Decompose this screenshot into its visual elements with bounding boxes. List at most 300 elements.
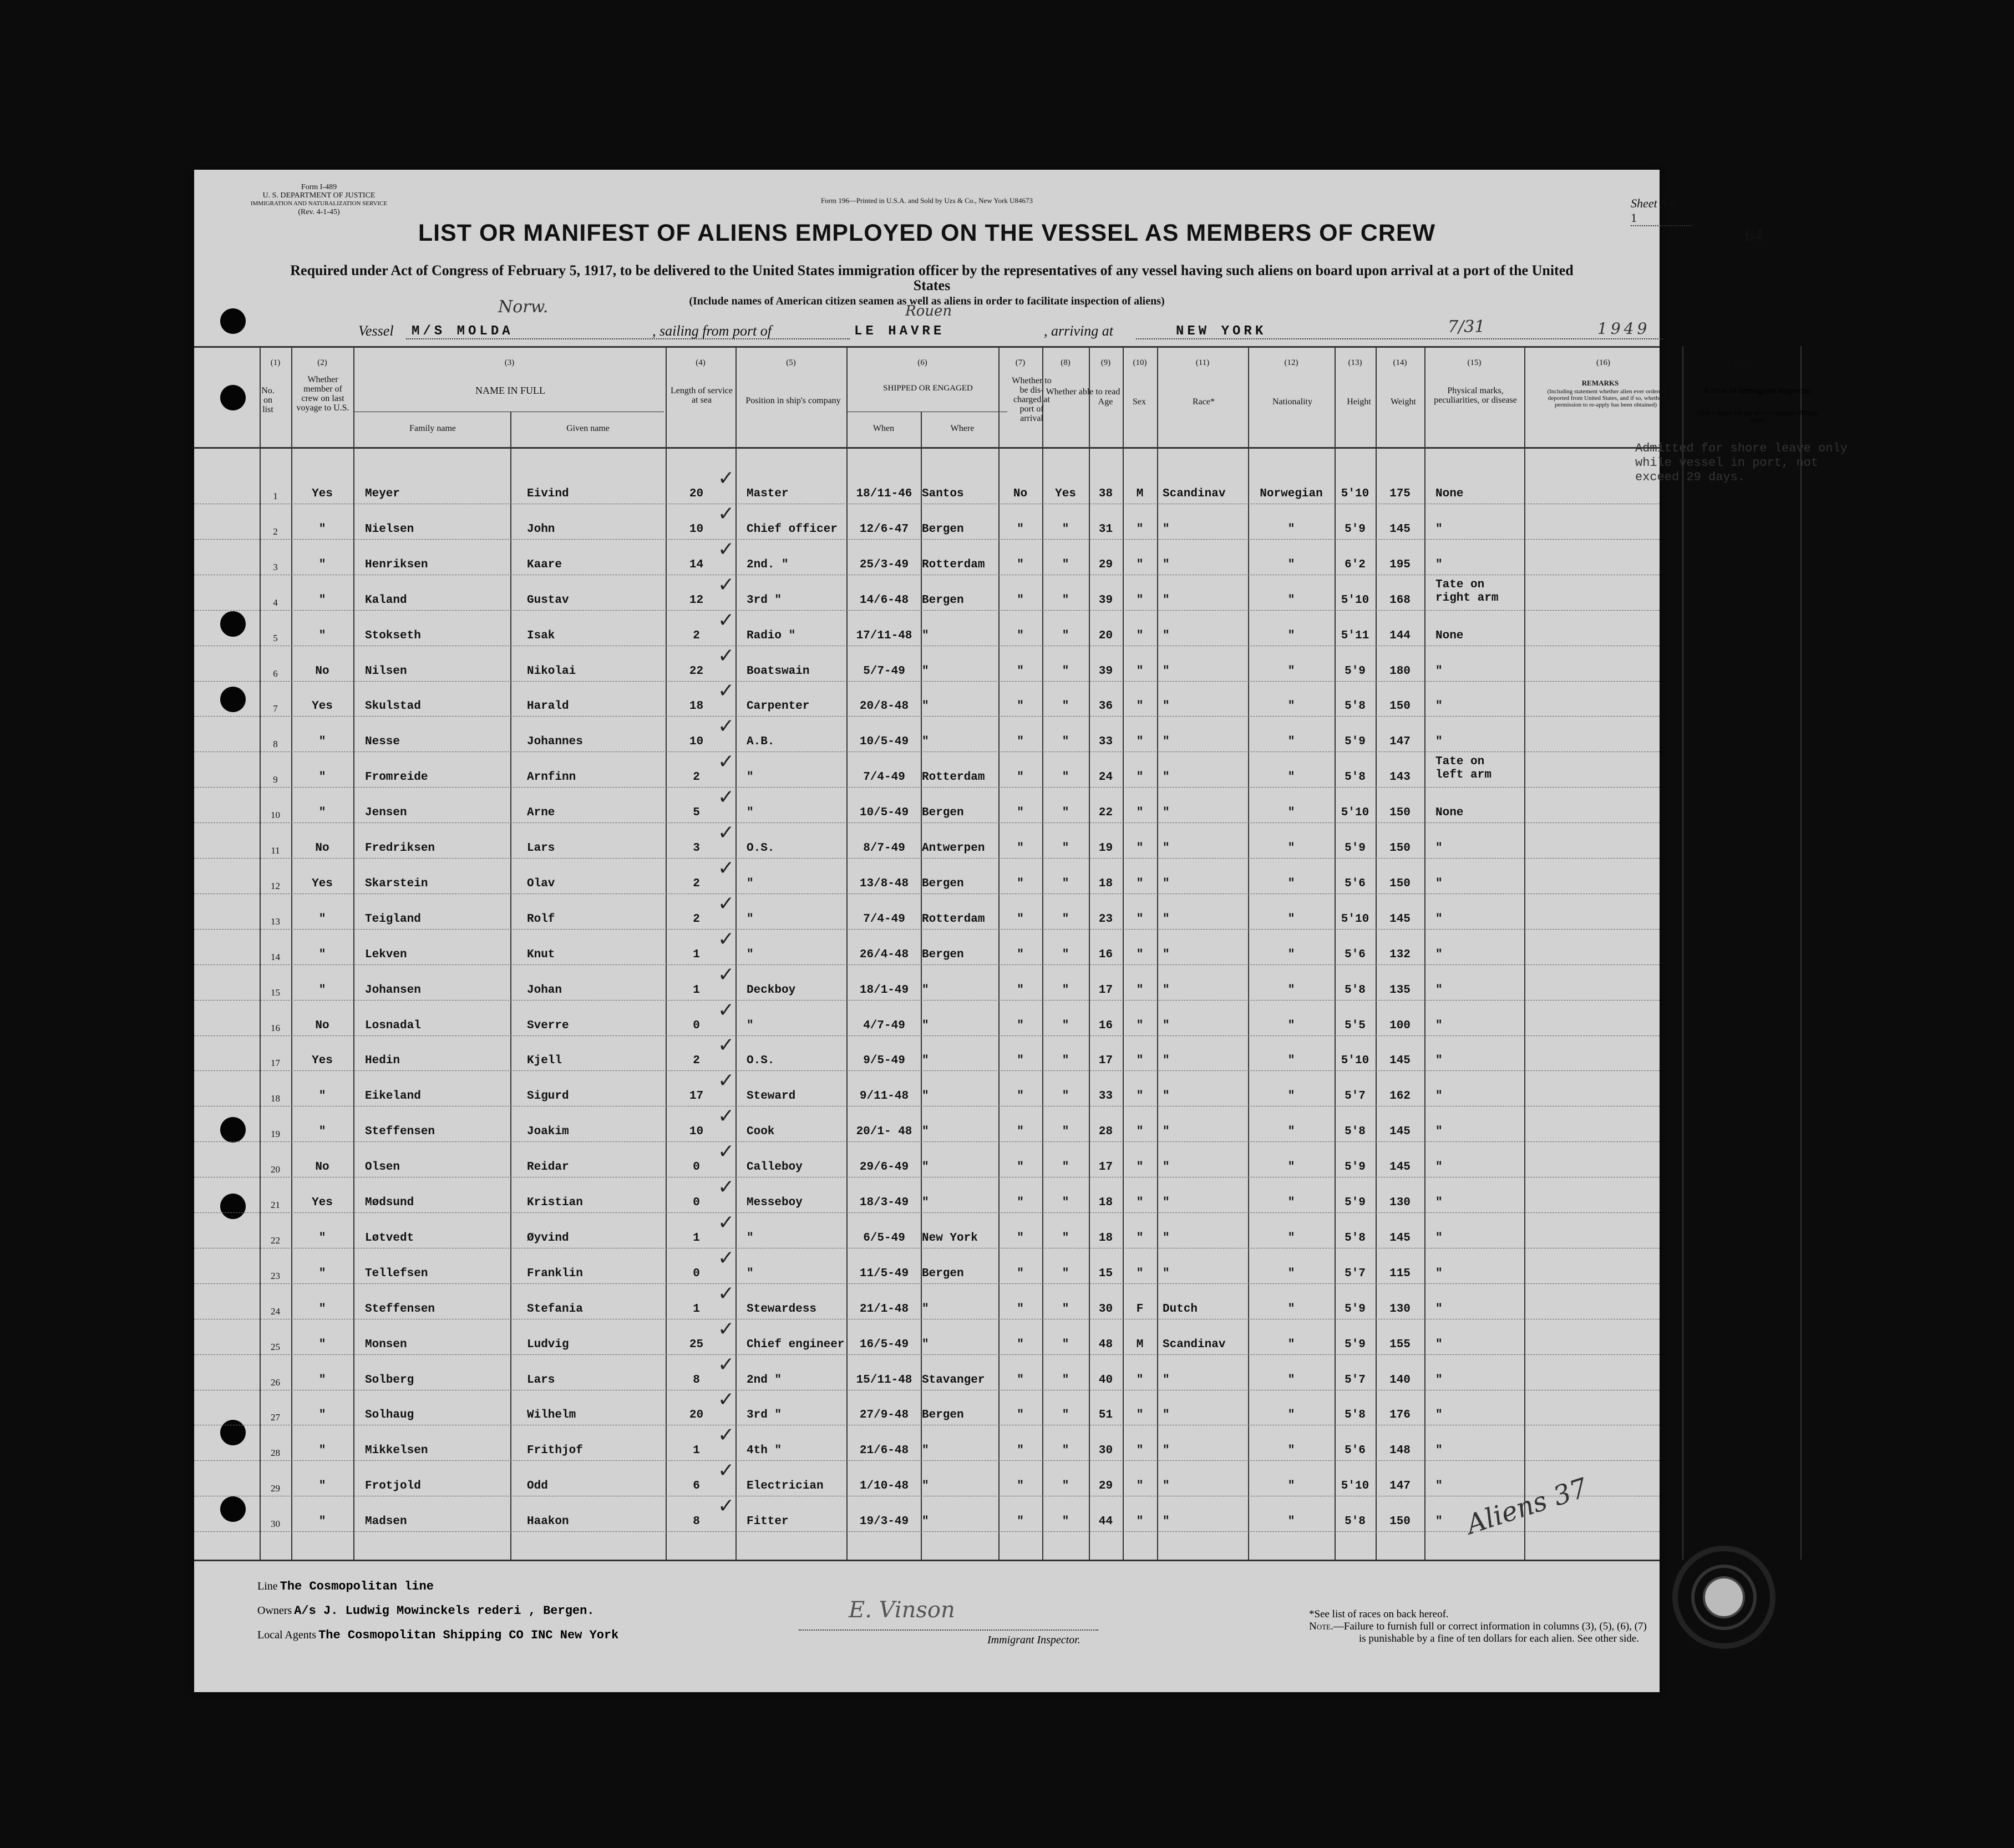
form-id: Form I-489 <box>301 183 337 191</box>
cell-read: " <box>1062 842 1069 855</box>
cell-nat: " <box>1287 1373 1295 1387</box>
cell-last: " <box>318 1409 326 1422</box>
punch-hole <box>220 1420 246 1445</box>
cell-svc: 22 <box>689 664 704 678</box>
cell-where: New York <box>922 1231 978 1245</box>
cell-where: Bergen <box>922 522 964 536</box>
cell-where: " <box>922 983 929 997</box>
cell-nat: " <box>1287 1231 1295 1245</box>
inspector-label: Immigrant Inspector. <box>987 1634 1080 1646</box>
cell-family: Henriksen <box>365 558 428 571</box>
checkmark-icon: ✓ <box>718 1211 735 1234</box>
header-given-name: Given name <box>566 424 610 433</box>
cell-when: 14/6-48 <box>859 593 909 607</box>
column-number: (12) <box>1284 358 1298 367</box>
cell-svc: 10 <box>689 522 704 536</box>
cell-no: 21 <box>271 1200 280 1210</box>
cell-when: 6/5-49 <box>863 1231 905 1245</box>
column-number: (16) <box>1596 358 1610 367</box>
cell-family: Monsen <box>365 1338 407 1351</box>
cell-sex: " <box>1136 593 1144 607</box>
header-physical-marks: Physical marks, peculiarities, or disease <box>1434 386 1517 405</box>
cell-nat: " <box>1287 558 1295 571</box>
column-number: (10) <box>1133 358 1147 367</box>
cell-no: 2 <box>273 526 278 537</box>
cell-pos: A.B. <box>747 735 775 749</box>
cell-read: " <box>1062 1515 1069 1529</box>
cell-svc: 6 <box>693 1480 700 1493</box>
checkmark-icon: ✓ <box>718 1034 735 1057</box>
cell-where: Bergen <box>922 948 964 961</box>
cell-svc: 1 <box>693 1231 700 1245</box>
cell-when: 25/3-49 <box>859 558 909 571</box>
checkmark-icon: ✓ <box>718 1388 735 1412</box>
cell-read: " <box>1062 1090 1069 1103</box>
cell-last: " <box>318 629 326 642</box>
cell-ht: 5'9 <box>1345 1161 1366 1174</box>
cell-read: " <box>1062 558 1069 571</box>
header-age: Age <box>1098 397 1113 407</box>
cell-nat: " <box>1287 948 1295 961</box>
cell-last: Yes <box>312 1054 333 1068</box>
cell-last: " <box>318 1480 326 1493</box>
checkmark-icon: ✓ <box>718 467 735 490</box>
cell-when: 26/4-48 <box>859 948 909 961</box>
cell-age: 19 <box>1098 842 1113 855</box>
note-text: —Failure to furnish full or correct information in columns (3), (5), (6), (7) <box>1333 1621 1647 1632</box>
cell-race: " <box>1163 948 1170 961</box>
column-number: (14) <box>1393 358 1407 367</box>
cell-dis: " <box>1017 1231 1024 1245</box>
cell-phys: None <box>1435 629 1464 642</box>
cell-given: Arne <box>527 806 555 820</box>
cell-nat: " <box>1287 735 1295 749</box>
cell-read: " <box>1062 1196 1069 1209</box>
note-text-2: is punishable by a fine of ten dollars for each alien. See other side. <box>1359 1633 1639 1644</box>
cell-given: Isak <box>527 629 555 642</box>
cell-last: " <box>318 1231 326 1245</box>
cell-read: " <box>1062 1267 1069 1280</box>
cell-race: " <box>1163 1054 1170 1068</box>
checkmark-icon: ✓ <box>718 1459 735 1483</box>
arriving-label: , arriving at <box>1044 323 1113 339</box>
cell-sex: " <box>1136 664 1144 678</box>
cell-race: " <box>1163 1161 1170 1174</box>
cell-where: " <box>922 1515 929 1529</box>
cell-race: " <box>1163 771 1170 784</box>
checkmark-icon: ✓ <box>718 1353 735 1376</box>
cell-nat: " <box>1287 1161 1295 1174</box>
cell-sex: " <box>1136 1054 1144 1068</box>
cell-where: " <box>922 1302 929 1316</box>
cell-race: " <box>1163 593 1170 607</box>
arrival-year: 1949 <box>1597 319 1651 338</box>
cell-sex: " <box>1136 1267 1144 1280</box>
cell-ht: 5'11 <box>1341 629 1369 642</box>
cell-phys: " <box>1435 735 1443 749</box>
cell-when: 27/9-48 <box>859 1409 909 1422</box>
cell-race: Scandinav <box>1163 1338 1226 1351</box>
cell-svc: 1 <box>693 1444 700 1458</box>
cell-read: " <box>1062 664 1069 678</box>
cell-family: Frotjold <box>365 1480 421 1493</box>
cell-pos: Calleboy <box>747 1161 803 1174</box>
cell-pos: " <box>747 1267 754 1280</box>
cell-svc: 1 <box>693 948 700 961</box>
cell-wt: 145 <box>1389 1125 1411 1139</box>
cell-dis: " <box>1017 1125 1024 1139</box>
cell-no: 3 <box>273 561 278 572</box>
cell-race: " <box>1163 1515 1170 1529</box>
cell-pos: O.S. <box>747 1054 775 1068</box>
cell-where: " <box>922 1019 929 1032</box>
cell-when: 11/5-49 <box>859 1267 909 1280</box>
cell-where: Antwerpen <box>922 842 985 855</box>
cell-no: 12 <box>271 880 280 891</box>
cell-when: 15/11-48 <box>856 1373 912 1387</box>
cell-race: Scandinav <box>1163 488 1226 500</box>
cell-dis: " <box>1017 1196 1024 1209</box>
cell-ht: 5'6 <box>1345 877 1366 890</box>
cell-no: 13 <box>271 916 280 927</box>
cell-family: Nesse <box>365 735 400 749</box>
cell-ht: 5'8 <box>1345 700 1366 713</box>
cell-age: 31 <box>1098 522 1113 536</box>
cell-where: Santos <box>922 488 964 500</box>
cell-phys: Tate on <box>1435 755 1485 769</box>
cell-where: Rotterdam <box>922 558 985 571</box>
cell-svc: 3 <box>693 842 700 855</box>
cell-where: Bergen <box>922 877 964 890</box>
cell-phys: " <box>1435 522 1443 536</box>
cell-last: Yes <box>312 488 333 500</box>
arrival-date: 7/31 <box>1448 317 1485 337</box>
cell-race: " <box>1163 1090 1170 1103</box>
remarks-stamp: Admitted for shore leave only while vessel in port, not exceed 29 days. <box>1635 441 1848 484</box>
cell-given: Lars <box>527 1373 555 1387</box>
cell-where: " <box>922 1125 929 1139</box>
cell-where: " <box>922 1196 929 1209</box>
agency-service: IMMIGRATION AND NATURALIZATION SERVICE <box>250 200 388 207</box>
cell-when: 17/11-48 <box>856 629 912 642</box>
checkmark-icon: ✓ <box>718 679 735 703</box>
cell-given: Rolf <box>527 912 555 926</box>
cell-nat: " <box>1287 1267 1295 1280</box>
cell-phys: " <box>1435 1019 1443 1032</box>
cell-dis: " <box>1017 522 1024 536</box>
punch-hole <box>220 308 246 334</box>
cell-dis: " <box>1017 664 1024 678</box>
vessel-handwritten: Norw. <box>498 297 549 317</box>
cell-last: No <box>315 664 329 678</box>
cell-when: 8/7-49 <box>863 842 905 855</box>
checkmark-icon: ✓ <box>718 573 735 596</box>
cell-no: 23 <box>271 1270 280 1281</box>
cell-sex: " <box>1136 912 1144 926</box>
cell-age: 18 <box>1098 1231 1113 1245</box>
cell-svc: 14 <box>689 558 704 571</box>
cell-phys: " <box>1435 1196 1443 1209</box>
cell-dis: " <box>1017 1515 1024 1529</box>
row-rule <box>194 858 1660 859</box>
header-family-name: Family name <box>409 424 456 433</box>
cell-wt: 115 <box>1389 1267 1411 1280</box>
cell-last: No <box>315 1019 329 1032</box>
cell-given: Harald <box>527 700 569 713</box>
cell-family: Meyer <box>365 488 400 500</box>
cell-wt: 145 <box>1389 1054 1411 1068</box>
cell-wt: 130 <box>1389 1196 1411 1209</box>
cell-svc: 2 <box>693 771 700 784</box>
cell-no: 1 <box>273 491 278 501</box>
cell-wt: 144 <box>1389 629 1411 642</box>
row-rule <box>194 787 1660 788</box>
cell-svc: 2 <box>693 877 700 890</box>
cell-given: Ludvig <box>527 1338 569 1351</box>
cell-no: 28 <box>271 1448 280 1459</box>
cell-dis: " <box>1017 735 1024 749</box>
cell-where: " <box>922 1480 929 1493</box>
cell-svc: 8 <box>693 1515 700 1529</box>
checkmark-icon: ✓ <box>718 1495 735 1518</box>
cell-pos: Boatswain <box>747 664 810 678</box>
cell-dis: " <box>1017 1019 1024 1032</box>
cell-no: 11 <box>271 845 280 856</box>
cell-where: Rotterdam <box>922 912 985 926</box>
checkmark-icon: ✓ <box>718 927 735 951</box>
cell-nat: " <box>1287 1480 1295 1493</box>
cell-pos: Chief engineer <box>747 1338 845 1351</box>
manifest-subtitle: Required under Act of Congress of February 5, 1917, to be delivered to the United States immigration officer by the representatives of any vessel having such aliens on board upon arrival at a port of the United States <box>290 262 1574 293</box>
cell-phys: " <box>1435 1409 1443 1422</box>
cell-read: " <box>1062 522 1069 536</box>
cell-read: " <box>1062 1338 1069 1351</box>
cell-svc: 10 <box>689 735 704 749</box>
cell-when: 5/7-49 <box>863 664 905 678</box>
cell-given: Frithjof <box>527 1444 583 1458</box>
cell-ht: 5'8 <box>1345 983 1366 997</box>
cell-age: 29 <box>1098 558 1113 571</box>
cell-when: 9/11-48 <box>859 1090 909 1103</box>
cell-phys: " <box>1435 1338 1443 1351</box>
cell-last: " <box>318 806 326 820</box>
cell-last: " <box>318 983 326 997</box>
cell-where: " <box>922 1338 929 1351</box>
cell-svc: 12 <box>689 593 704 607</box>
checkmark-icon: ✓ <box>718 1246 735 1270</box>
cell-given: Sverre <box>527 1019 569 1032</box>
row-rule <box>194 1212 1660 1213</box>
cell-dis: " <box>1017 1338 1024 1351</box>
cell-nat: " <box>1287 1515 1295 1529</box>
cell-family: Madsen <box>365 1515 407 1529</box>
row-rule <box>194 964 1660 965</box>
header-race: Race* <box>1193 397 1215 407</box>
cell-pos: O.S. <box>747 842 775 855</box>
checkmark-icon: ✓ <box>718 856 735 880</box>
cell-read: " <box>1062 1302 1069 1316</box>
cell-read: " <box>1062 877 1069 890</box>
cell-pos: 2nd " <box>747 1373 782 1387</box>
cell-nat: " <box>1287 1444 1295 1458</box>
vessel-label: Vessel <box>358 323 394 339</box>
cell-age: 15 <box>1098 1267 1113 1280</box>
cell-family: Lekven <box>365 948 407 961</box>
cell-given: Nikolai <box>527 664 576 678</box>
sailing-label: , sailing from port of <box>652 323 772 339</box>
cell-read: " <box>1062 735 1069 749</box>
cell-svc: 1 <box>693 1302 700 1316</box>
agents-value: The Cosmopolitan Shipping CO INC New York <box>318 1628 619 1642</box>
cell-phys: " <box>1435 842 1443 855</box>
cell-nat: " <box>1287 771 1295 784</box>
header-weight: Weight <box>1391 397 1416 407</box>
owners-label: Owners <box>257 1605 292 1617</box>
cell-wt: 155 <box>1389 1338 1411 1351</box>
owners-value: A/s J. Ludwig Mowinckels rederi , Bergen. <box>294 1604 595 1618</box>
cell-phys: " <box>1435 877 1443 890</box>
cell-last: " <box>318 522 326 536</box>
cell-pos: " <box>747 912 754 926</box>
cell-pos: 3rd " <box>747 1409 782 1422</box>
cell-race: " <box>1163 1125 1170 1139</box>
cell-wt: 175 <box>1389 488 1411 500</box>
header-action-sub: (This column for use of Government officials only) <box>1696 409 1818 424</box>
cell-svc: 8 <box>693 1373 700 1387</box>
cell-age: 17 <box>1098 1161 1113 1174</box>
checkmark-icon: ✓ <box>718 821 735 844</box>
cell-dis: " <box>1017 912 1024 926</box>
cell-when: 1/10-48 <box>859 1480 909 1493</box>
cell-ht: 5'5 <box>1345 1019 1366 1032</box>
cell-age: 23 <box>1098 912 1113 926</box>
column-number: (6) <box>917 358 927 367</box>
cell-no: 10 <box>271 810 280 821</box>
cell-ht: 5'9 <box>1345 522 1366 536</box>
cell-race: " <box>1163 842 1170 855</box>
cell-wt: 147 <box>1389 735 1411 749</box>
cell-when: 7/4-49 <box>863 912 905 926</box>
cell-phys: " <box>1435 1090 1443 1103</box>
cell-given: Odd <box>527 1480 548 1493</box>
cell-given: Wilhelm <box>527 1409 576 1422</box>
cell-sex: " <box>1136 558 1144 571</box>
cell-where: " <box>922 629 929 642</box>
cell-phys: " <box>1435 983 1443 997</box>
cell-no: 26 <box>271 1377 280 1388</box>
cell-pos: Radio " <box>747 629 796 642</box>
cell-dis: " <box>1017 806 1024 820</box>
cell-wt: 145 <box>1389 1161 1411 1174</box>
cell-nat: " <box>1287 877 1295 890</box>
cell-age: 48 <box>1098 1338 1113 1351</box>
header-discharged: Whether to be dis-charged at port of arrival <box>1012 376 1052 423</box>
column-divider <box>666 346 667 1560</box>
cell-age: 30 <box>1098 1302 1113 1316</box>
cell-family: Tellefsen <box>365 1267 428 1280</box>
checkmark-icon: ✓ <box>718 1317 735 1341</box>
header-name-in-full: NAME IN FULL <box>475 385 545 396</box>
cell-race: " <box>1163 522 1170 536</box>
manifest-note: (Include names of American citizen seamen as well as aliens in order to facilitate inspection of aliens) <box>689 295 1165 307</box>
cell-race: " <box>1163 1267 1170 1280</box>
column-number: (5) <box>786 358 796 367</box>
cell-family: Steffensen <box>365 1125 435 1139</box>
manifest-title: LIST OR MANIFEST OF ALIENS EMPLOYED ON THE VESSEL AS MEMBERS OF CREW <box>418 220 1436 246</box>
cell-race: " <box>1163 806 1170 820</box>
cell-given: Kristian <box>527 1196 583 1209</box>
cell-where: " <box>922 664 929 678</box>
cell-dis: " <box>1017 1409 1024 1422</box>
cell-no: 6 <box>273 668 278 679</box>
cell-last: " <box>318 948 326 961</box>
cell-last: " <box>318 735 326 749</box>
cell-svc: 2 <box>693 1054 700 1068</box>
cell-wt: 145 <box>1389 522 1411 536</box>
cell-svc: 18 <box>689 700 704 713</box>
cell-sex: F <box>1136 1302 1144 1316</box>
cell-when: 12/6-47 <box>859 522 909 536</box>
cell-age: 44 <box>1098 1515 1113 1529</box>
cell-read: " <box>1062 700 1069 713</box>
cell-sex: " <box>1136 700 1144 713</box>
cell-age: 38 <box>1098 488 1113 500</box>
cell-sex: " <box>1136 806 1144 820</box>
column-number: (8) <box>1061 358 1071 367</box>
header-able-to-read: Whether able to read <box>1046 387 1120 397</box>
cell-nat: " <box>1287 912 1295 926</box>
cell-wt: 147 <box>1389 1480 1411 1493</box>
agents-label: Local Agents <box>257 1629 317 1641</box>
cell-wt: 145 <box>1389 1231 1411 1245</box>
cell-sex: " <box>1136 629 1144 642</box>
cell-phys-line2: right arm <box>1435 591 1499 605</box>
cell-no: 22 <box>271 1235 280 1246</box>
cell-where: " <box>922 700 929 713</box>
cell-read: " <box>1062 1409 1069 1422</box>
cell-no: 25 <box>271 1341 280 1352</box>
punch-hole <box>220 1496 246 1522</box>
cell-wt: 132 <box>1389 948 1411 961</box>
cell-nat: " <box>1287 1090 1295 1103</box>
cell-when: 18/11-46 <box>856 488 912 500</box>
cell-sex: " <box>1136 1196 1144 1209</box>
punch-hole <box>220 611 246 637</box>
cell-sex: " <box>1136 735 1144 749</box>
cell-dis: " <box>1017 948 1024 961</box>
cell-read: " <box>1062 912 1069 926</box>
cell-last: Yes <box>312 1196 333 1209</box>
cell-read: " <box>1062 1231 1069 1245</box>
header-shipped: SHIPPED OR ENGAGED <box>883 384 973 393</box>
cell-family: Nilsen <box>365 664 407 678</box>
cell-race: " <box>1163 1196 1170 1209</box>
cell-dis: " <box>1017 700 1024 713</box>
cell-age: 28 <box>1098 1125 1113 1139</box>
cell-dis: " <box>1017 1090 1024 1103</box>
vessel-name: M/S MOLDA <box>412 324 514 339</box>
cell-family: Johansen <box>365 983 421 997</box>
cell-nat: " <box>1287 629 1295 642</box>
cell-pos: Steward <box>747 1090 796 1103</box>
checkmark-icon: ✓ <box>718 608 735 632</box>
cell-phys: " <box>1435 1373 1443 1387</box>
cell-family: Skulstad <box>365 700 421 713</box>
cell-race: " <box>1163 735 1170 749</box>
cell-sex: " <box>1136 1231 1144 1245</box>
cell-read: Yes <box>1055 488 1076 500</box>
cell-no: 15 <box>271 987 280 998</box>
